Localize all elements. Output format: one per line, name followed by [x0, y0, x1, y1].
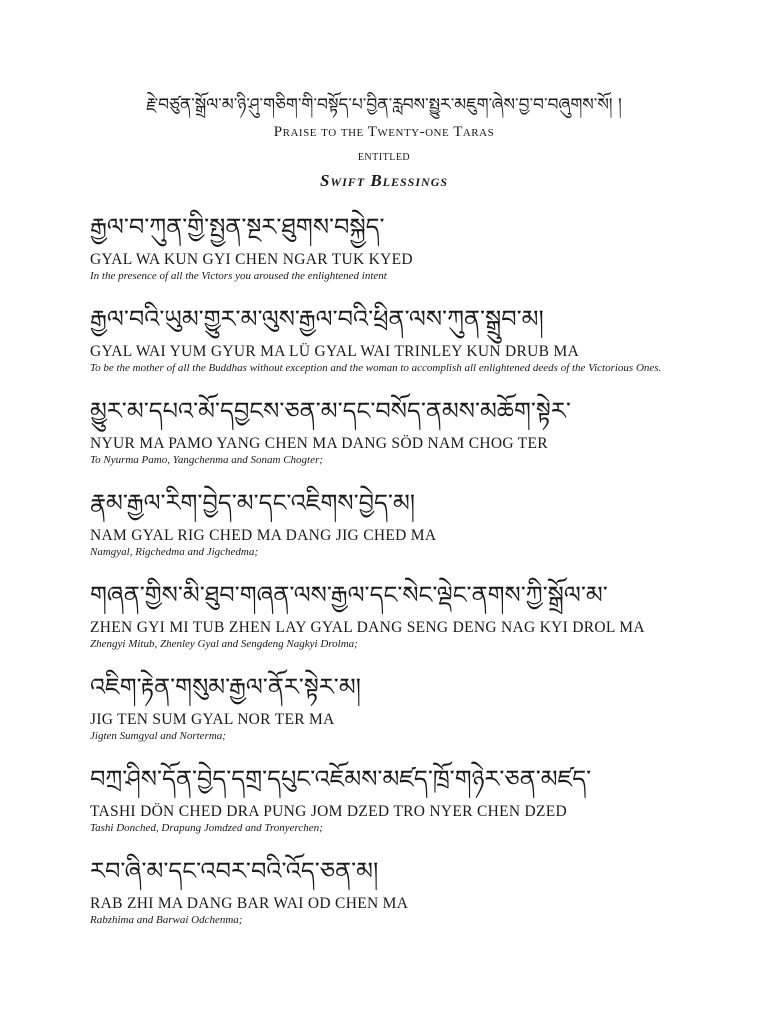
entitled-label: entitled: [357, 149, 411, 164]
verse-translation: Jigten Sumgyal and Norterma;: [90, 730, 226, 742]
verse: [90, 486, 680, 560]
verse-translation: Zhengyi Mitub, Zhenley Gyal and Sengdeng Nagkyi Drolma;: [90, 638, 358, 650]
verse: [90, 578, 680, 652]
verse-list: [90, 210, 680, 946]
verse-transliteration: NYUR MA PAMO YANG CHEN MA DANG SÖD NAM CHOG TER: [90, 435, 548, 452]
verse-translation: Namgyal, Rigchedma and Jigchedma;: [90, 546, 259, 558]
verse-tibetan: འཇིག་རྟེན་གསུམ་རྒྱལ་ནོར་སྟེར་མ།: [90, 673, 362, 701]
verse-transliteration: GYAL WAI YUM GYUR MA LÜ GYAL WAI TRINLEY KUN DRUB MA: [90, 343, 580, 360]
subtitle: Swift Blessings: [319, 171, 449, 190]
verse-transliteration: RAB ZHI MA DANG BAR WAI OD CHEN MA: [90, 895, 409, 912]
verse-transliteration: NAM GYAL RIG CHED MA DANG JIG CHED MA: [90, 527, 437, 544]
verse-translation: To Nyurma Pamo, Yangchenma and Sonam Chogter;: [90, 454, 323, 466]
verse-transliteration: TASHI DÖN CHED DRA PUNG JOM DZED TRO NYER CHEN DZED: [90, 803, 568, 820]
verse: [90, 670, 680, 744]
verse-tibetan: རྒྱལ་བའི་ཡུམ་གྱུར་མ་ལུས་རྒྱལ་བའི་ཕྲིན་ལས་ཀུན་སྒྲུབ་མ།: [90, 305, 544, 333]
verse-transliteration: ZHEN GYI MI TUB ZHEN LAY GYAL DANG SENG DENG NAG KYI DROL MA: [90, 619, 645, 636]
verse-tibetan: རྒྱལ་བ་ཀུན་གྱི་སྤྱན་སྔར་ཐུགས་བསྐྱེད་: [90, 213, 385, 241]
tibetan-title: རྗེ་བཙུན་སྒྲོལ་མ་ཉི་ཤུ་གཅིག་གི་བསྟོད་པ་བྱིན་རླབས་སྤྱུར་མཇུག་ཞེས་བྱ་བ་བཞུགས་སོ། །: [146, 95, 622, 115]
english-title: Praise to the Twenty-one Taras: [273, 124, 495, 140]
verse-translation: Rabzhima and Barwai Odchenma;: [90, 914, 243, 926]
verse: [90, 854, 680, 928]
verse-tibetan: རྣམ་རྒྱལ་རིག་བྱེད་མ་དང་འཇིགས་བྱེད་མ།: [90, 489, 416, 517]
verse: [90, 762, 680, 836]
verse: [90, 394, 680, 468]
verse-translation: In the presence of all the Victors you aroused the enlightened intent: [90, 270, 387, 282]
verse-translation: Tashi Donched, Drapung Jomdzed and Tronyerchen;: [90, 822, 323, 834]
verse-tibetan: གཞན་གྱིས་མི་ཐུབ་གཞན་ལས་རྒྱལ་དང་སེང་ལྡེང་ནགས་ཀྱི་སྒྲོལ་མ་: [90, 581, 608, 609]
verse-tibetan: བཀྲ་ཤིས་དོན་བྱེད་དགྲ་དཔུང་འཇོམས་མཛད་ཁྲོ་གཉེར་ཅན་མཛད་: [90, 765, 592, 793]
verse-transliteration: GYAL WA KUN GYI CHEN NGAR TUK KYED: [90, 251, 413, 268]
verse-tibetan: རབ་ཞི་མ་དང་འབར་བའི་འོད་ཅན་མ།: [90, 857, 379, 885]
header: [0, 92, 768, 192]
verse-transliteration: JIG TEN SUM GYAL NOR TER MA: [90, 711, 335, 728]
verse-translation: To be the mother of all the Buddhas without exception and the woman to accomplish all enlightened deeds of the Victorious Ones.: [90, 362, 662, 374]
verse: [90, 210, 680, 284]
verse-tibetan: མྱུར་མ་དཔའ་མོ་དབྱངས་ཅན་མ་དང་བསོད་ནམས་མཆོག་སྟེར་: [90, 397, 571, 425]
verse: [90, 302, 680, 376]
